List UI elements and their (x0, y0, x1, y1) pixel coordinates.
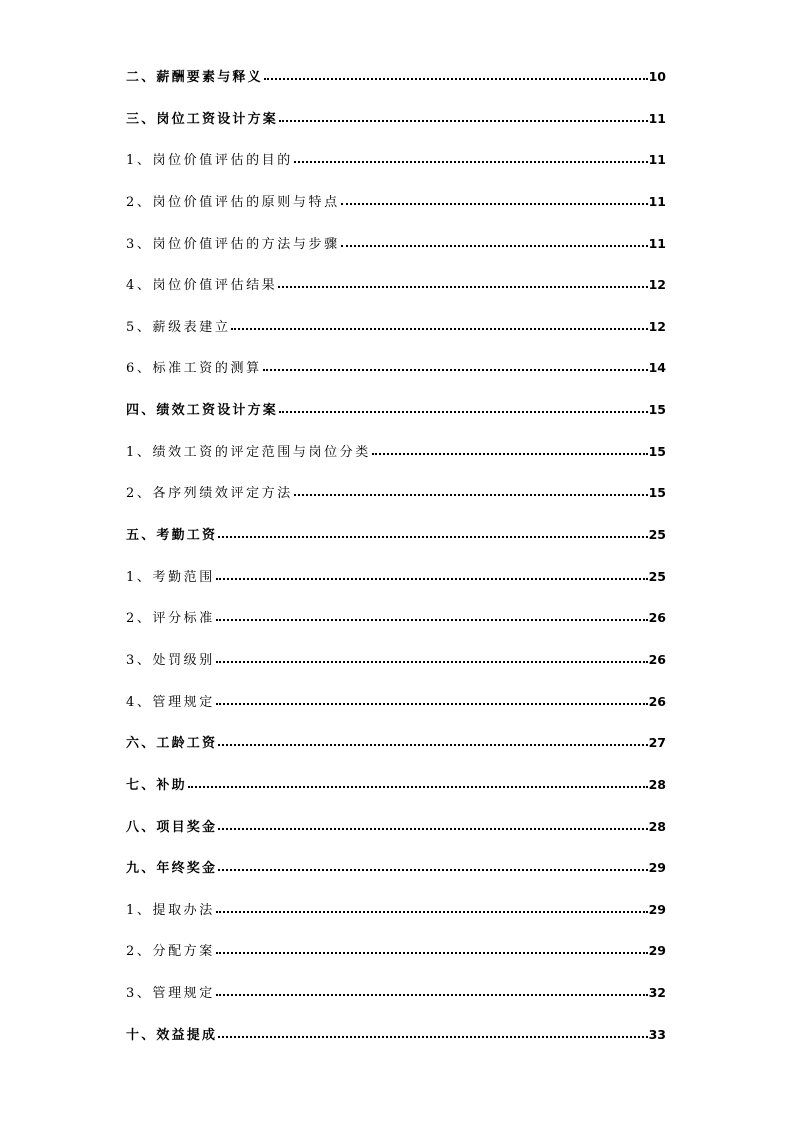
dot-leader (216, 608, 648, 622)
toc-entry[interactable] (126, 357, 666, 399)
toc-entry[interactable] (126, 482, 666, 524)
toc-entry-page: 26 (648, 610, 666, 626)
toc-entry-title: 五、考勤工资 (126, 528, 218, 544)
toc-entry[interactable] (126, 649, 666, 691)
toc-entry[interactable] (126, 191, 666, 233)
toc-entry-title: 九、年终奖金 (126, 861, 218, 877)
toc-entry-title: 1、提取办法 (126, 902, 215, 918)
toc-entry-page: 12 (648, 318, 666, 334)
toc-entry-title: 四、绩效工资设计方案 (126, 403, 279, 419)
toc-entry[interactable] (126, 982, 666, 1024)
dot-leader (279, 109, 648, 123)
dot-leader (218, 733, 647, 747)
toc-entry-title: 十、效益提成 (126, 1027, 218, 1043)
toc-entry-title: 1、岗位价值评估的目的 (126, 153, 293, 169)
toc-entry[interactable] (126, 857, 666, 899)
toc-entry-title: 5、薪级表建立 (126, 319, 231, 335)
toc-entry-title: 2、分配方案 (126, 944, 215, 960)
toc-entry-page: 26 (648, 693, 666, 709)
toc-entry[interactable] (126, 607, 666, 649)
toc-entry[interactable] (126, 732, 666, 774)
toc-entry[interactable] (126, 66, 666, 108)
toc-entry-title: 3、岗位价值评估的方法与步骤 (126, 236, 340, 252)
dot-leader (216, 692, 648, 706)
toc-entry[interactable] (126, 816, 666, 858)
toc-entry-title: 2、各序列绩效评定方法 (126, 486, 293, 502)
toc-entry-page: 10 (648, 69, 666, 84)
dot-leader (278, 275, 647, 289)
toc-entry-title: 2、岗位价值评估的原则与特点 (126, 194, 340, 210)
toc-entry-page: 27 (648, 735, 666, 751)
toc-entry-title: 4、岗位价值评估结果 (126, 278, 278, 294)
dot-leader (218, 858, 647, 872)
toc-entry[interactable] (126, 566, 666, 608)
toc-entry-page: 12 (648, 277, 666, 293)
toc-entry-title: 1、绩效工资的评定范围与岗位分类 (126, 444, 371, 460)
toc-entry-page: 32 (648, 985, 666, 1001)
toc-entry-title: 3、处罚级别 (126, 652, 215, 668)
dot-leader (341, 192, 648, 206)
toc-entry-page: 29 (648, 860, 666, 876)
dot-leader (216, 900, 648, 914)
toc-entry-title: 七、补助 (126, 777, 187, 793)
toc-entry-page: 25 (648, 527, 666, 543)
toc-entry[interactable] (126, 274, 666, 316)
toc-entry[interactable] (126, 233, 666, 275)
toc-entry[interactable] (126, 316, 666, 358)
toc-entry[interactable] (126, 441, 666, 483)
toc-entry[interactable] (126, 399, 666, 441)
toc-entry[interactable] (126, 899, 666, 941)
toc-entry-title: 3、管理规定 (126, 986, 215, 1002)
toc-entry[interactable] (126, 691, 666, 733)
toc-entry-title: 2、评分标准 (126, 611, 215, 627)
toc-entry-title: 三、岗位工资设计方案 (126, 111, 279, 127)
toc-entry[interactable] (126, 940, 666, 982)
toc-entry-page: 25 (648, 568, 666, 584)
dot-leader (218, 1025, 647, 1039)
dot-leader (216, 941, 648, 955)
dot-leader (294, 150, 648, 164)
toc-entry[interactable] (126, 108, 666, 150)
dot-leader (218, 525, 647, 539)
dot-leader (294, 483, 648, 497)
dot-leader (341, 234, 648, 248)
toc-entry-page: 26 (648, 651, 666, 667)
toc-entry-page: 11 (648, 152, 666, 168)
toc-entry-title: 6、标准工资的测算 (126, 361, 262, 377)
toc-entry-page: 15 (648, 485, 666, 501)
toc-entry-page: 11 (648, 235, 666, 251)
toc-entry-page: 29 (648, 943, 666, 959)
toc-entry[interactable] (126, 524, 666, 566)
dot-leader (216, 983, 648, 997)
toc-entry-page: 11 (648, 193, 666, 209)
dot-leader (188, 775, 648, 789)
toc-entry-page: 28 (648, 818, 666, 834)
toc-entry[interactable] (126, 1024, 666, 1066)
toc-entry-page: 28 (648, 776, 666, 792)
toc-entry-title: 4、管理规定 (126, 694, 215, 710)
dot-leader (263, 358, 648, 372)
dot-leader (279, 400, 648, 414)
dot-leader (231, 317, 647, 331)
toc-entry[interactable] (126, 774, 666, 816)
dot-leader (216, 650, 648, 664)
toc-entry-page: 11 (648, 110, 666, 126)
dot-leader (264, 67, 648, 81)
toc-entry-title: 八、项目奖金 (126, 819, 218, 835)
dot-leader (218, 817, 647, 831)
toc-entry[interactable] (126, 149, 666, 191)
toc-entry-page: 15 (648, 402, 666, 418)
dot-leader (216, 567, 648, 581)
toc-entry-page: 14 (648, 360, 666, 376)
toc-entry-page: 15 (648, 443, 666, 459)
toc-entry-title: 1、考勤范围 (126, 569, 215, 585)
toc-entry-page: 33 (648, 1026, 666, 1042)
toc-entry-page: 29 (648, 901, 666, 917)
dot-leader (372, 442, 648, 456)
table-of-contents (126, 66, 666, 1065)
toc-entry-title: 六、工龄工资 (126, 736, 218, 752)
toc-entry-title: 二、薪酬要素与释义 (126, 70, 263, 85)
